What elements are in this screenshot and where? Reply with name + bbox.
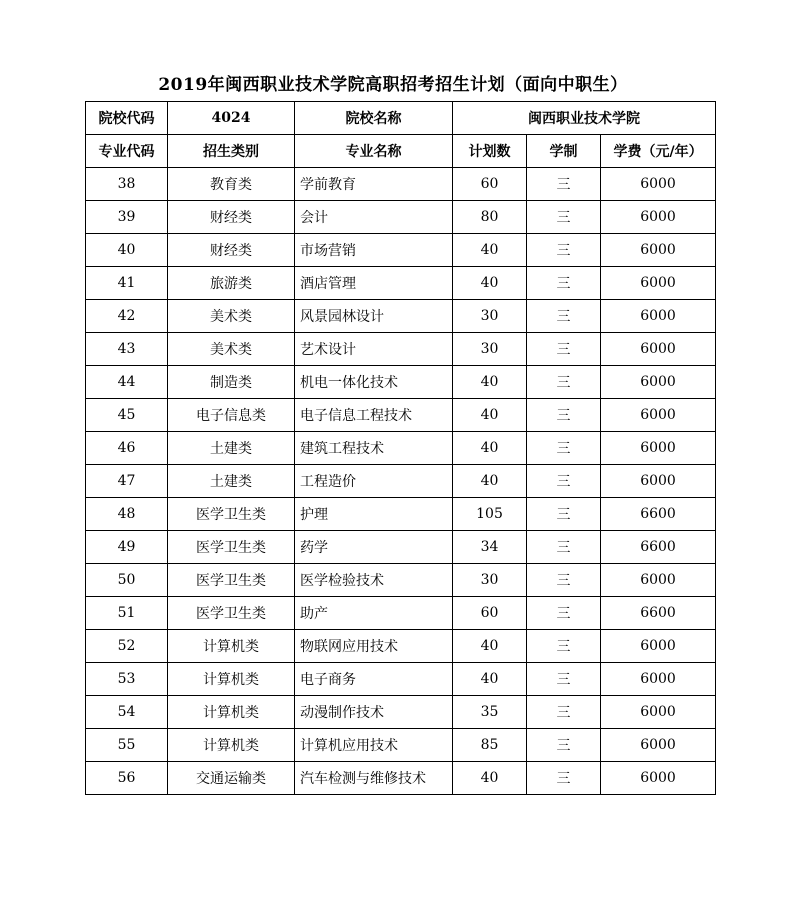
plan-count-cell: 40 — [453, 630, 527, 663]
category-cell: 旅游类 — [168, 267, 295, 300]
plan-count-cell: 105 — [453, 498, 527, 531]
major-name-cell: 电子商务 — [295, 663, 453, 696]
years-cell: 三 — [527, 465, 601, 498]
table-row — [86, 696, 716, 729]
table-row — [86, 564, 716, 597]
table-row — [86, 201, 716, 234]
category-cell: 美术类 — [168, 333, 295, 366]
col-header-major-name: 专业名称 — [295, 135, 453, 168]
major-name-cell: 会计 — [295, 201, 453, 234]
table-row — [86, 597, 716, 630]
fee-cell: 6000 — [601, 630, 716, 663]
plan-count-cell: 60 — [453, 168, 527, 201]
col-header-major-code: 专业代码 — [86, 135, 168, 168]
school-name-label: 院校名称 — [295, 102, 453, 135]
table-row — [86, 366, 716, 399]
major-code-cell: 39 — [86, 201, 168, 234]
years-cell: 三 — [527, 300, 601, 333]
plan-count-cell: 40 — [453, 267, 527, 300]
plan-count-cell: 80 — [453, 201, 527, 234]
fee-cell: 6000 — [601, 432, 716, 465]
fee-cell: 6600 — [601, 597, 716, 630]
major-code-cell: 55 — [86, 729, 168, 762]
category-cell: 医学卫生类 — [168, 531, 295, 564]
table-row — [86, 663, 716, 696]
major-name-cell: 物联网应用技术 — [295, 630, 453, 663]
school-name-value: 闽西职业技术学院 — [453, 102, 716, 135]
major-name-cell: 酒店管理 — [295, 267, 453, 300]
plan-count-cell: 34 — [453, 531, 527, 564]
major-code-cell: 47 — [86, 465, 168, 498]
fee-cell: 6000 — [601, 762, 716, 795]
major-name-cell: 护理 — [295, 498, 453, 531]
plan-count-cell: 40 — [453, 663, 527, 696]
category-cell: 电子信息类 — [168, 399, 295, 432]
fee-cell: 6000 — [601, 399, 716, 432]
table-row — [86, 465, 716, 498]
years-cell: 三 — [527, 762, 601, 795]
category-cell: 计算机类 — [168, 630, 295, 663]
table-row — [86, 729, 716, 762]
major-name-cell: 风景园林设计 — [295, 300, 453, 333]
column-header-row — [86, 135, 716, 168]
major-name-cell: 动漫制作技术 — [295, 696, 453, 729]
major-code-cell: 44 — [86, 366, 168, 399]
major-name-cell: 医学检验技术 — [295, 564, 453, 597]
fee-cell: 6000 — [601, 201, 716, 234]
major-name-cell: 计算机应用技术 — [295, 729, 453, 762]
plan-count-cell: 30 — [453, 564, 527, 597]
major-name-cell: 学前教育 — [295, 168, 453, 201]
years-cell: 三 — [527, 432, 601, 465]
years-cell: 三 — [527, 267, 601, 300]
fee-cell: 6000 — [601, 564, 716, 597]
table-row — [86, 234, 716, 267]
major-code-cell: 48 — [86, 498, 168, 531]
table-row — [86, 267, 716, 300]
years-cell: 三 — [527, 564, 601, 597]
category-cell: 财经类 — [168, 234, 295, 267]
category-cell: 制造类 — [168, 366, 295, 399]
major-name-cell: 汽车检测与维修技术 — [295, 762, 453, 795]
major-code-cell: 53 — [86, 663, 168, 696]
category-cell: 美术类 — [168, 300, 295, 333]
col-header-fee: 学费（元/年） — [601, 135, 716, 168]
major-name-cell: 艺术设计 — [295, 333, 453, 366]
table-row — [86, 168, 716, 201]
major-name-cell: 药学 — [295, 531, 453, 564]
years-cell: 三 — [527, 498, 601, 531]
major-code-cell: 51 — [86, 597, 168, 630]
fee-cell: 6600 — [601, 531, 716, 564]
category-cell: 土建类 — [168, 432, 295, 465]
years-cell: 三 — [527, 531, 601, 564]
major-code-cell: 56 — [86, 762, 168, 795]
years-cell: 三 — [527, 201, 601, 234]
col-header-plan: 计划数 — [453, 135, 527, 168]
fee-cell: 6000 — [601, 168, 716, 201]
years-cell: 三 — [527, 696, 601, 729]
years-cell: 三 — [527, 729, 601, 762]
major-code-cell: 54 — [86, 696, 168, 729]
fee-cell: 6600 — [601, 498, 716, 531]
fee-cell: 6000 — [601, 300, 716, 333]
category-cell: 计算机类 — [168, 696, 295, 729]
major-code-cell: 45 — [86, 399, 168, 432]
years-cell: 三 — [527, 366, 601, 399]
plan-count-cell: 35 — [453, 696, 527, 729]
major-code-cell: 41 — [86, 267, 168, 300]
table-row — [86, 531, 716, 564]
major-name-cell: 工程造价 — [295, 465, 453, 498]
plan-count-cell: 40 — [453, 366, 527, 399]
major-code-cell: 49 — [86, 531, 168, 564]
plan-count-cell: 30 — [453, 333, 527, 366]
major-name-cell: 机电一体化技术 — [295, 366, 453, 399]
major-name-cell: 市场营销 — [295, 234, 453, 267]
table-row — [86, 498, 716, 531]
plan-count-cell: 85 — [453, 729, 527, 762]
table-row — [86, 333, 716, 366]
major-name-cell: 助产 — [295, 597, 453, 630]
fee-cell: 6000 — [601, 465, 716, 498]
fee-cell: 6000 — [601, 267, 716, 300]
category-cell: 土建类 — [168, 465, 295, 498]
table-row — [86, 300, 716, 333]
fee-cell: 6000 — [601, 234, 716, 267]
years-cell: 三 — [527, 399, 601, 432]
col-header-category: 招生类别 — [168, 135, 295, 168]
category-cell: 计算机类 — [168, 729, 295, 762]
major-code-cell: 42 — [86, 300, 168, 333]
years-cell: 三 — [527, 168, 601, 201]
years-cell: 三 — [527, 663, 601, 696]
col-header-years: 学制 — [527, 135, 601, 168]
major-name-cell: 建筑工程技术 — [295, 432, 453, 465]
fee-cell: 6000 — [601, 366, 716, 399]
enrollment-plan-table — [85, 101, 716, 795]
table-row — [86, 630, 716, 663]
plan-count-cell: 40 — [453, 234, 527, 267]
plan-count-cell: 60 — [453, 597, 527, 630]
years-cell: 三 — [527, 333, 601, 366]
school-code-value: 4024 — [168, 102, 295, 135]
major-name-cell: 电子信息工程技术 — [295, 399, 453, 432]
plan-count-cell: 40 — [453, 432, 527, 465]
table-row — [86, 432, 716, 465]
major-code-cell: 52 — [86, 630, 168, 663]
category-cell: 医学卫生类 — [168, 597, 295, 630]
category-cell: 交通运输类 — [168, 762, 295, 795]
major-code-cell: 46 — [86, 432, 168, 465]
category-cell: 财经类 — [168, 201, 295, 234]
plan-count-cell: 40 — [453, 465, 527, 498]
category-cell: 医学卫生类 — [168, 564, 295, 597]
plan-count-cell: 40 — [453, 762, 527, 795]
table-row — [86, 399, 716, 432]
school-code-label: 院校代码 — [86, 102, 168, 135]
category-cell: 教育类 — [168, 168, 295, 201]
fee-cell: 6000 — [601, 333, 716, 366]
years-cell: 三 — [527, 597, 601, 630]
school-info-row — [86, 102, 716, 135]
fee-cell: 6000 — [601, 663, 716, 696]
major-code-cell: 40 — [86, 234, 168, 267]
category-cell: 医学卫生类 — [168, 498, 295, 531]
major-code-cell: 50 — [86, 564, 168, 597]
table-row — [86, 762, 716, 795]
category-cell: 计算机类 — [168, 663, 295, 696]
major-code-cell: 43 — [86, 333, 168, 366]
fee-cell: 6000 — [601, 696, 716, 729]
page-title: 2019年闽西职业技术学院高职招考招生计划（面向中职生） — [158, 75, 628, 95]
years-cell: 三 — [527, 630, 601, 663]
years-cell: 三 — [527, 234, 601, 267]
major-code-cell: 38 — [86, 168, 168, 201]
plan-count-cell: 30 — [453, 300, 527, 333]
fee-cell: 6000 — [601, 729, 716, 762]
plan-count-cell: 40 — [453, 399, 527, 432]
